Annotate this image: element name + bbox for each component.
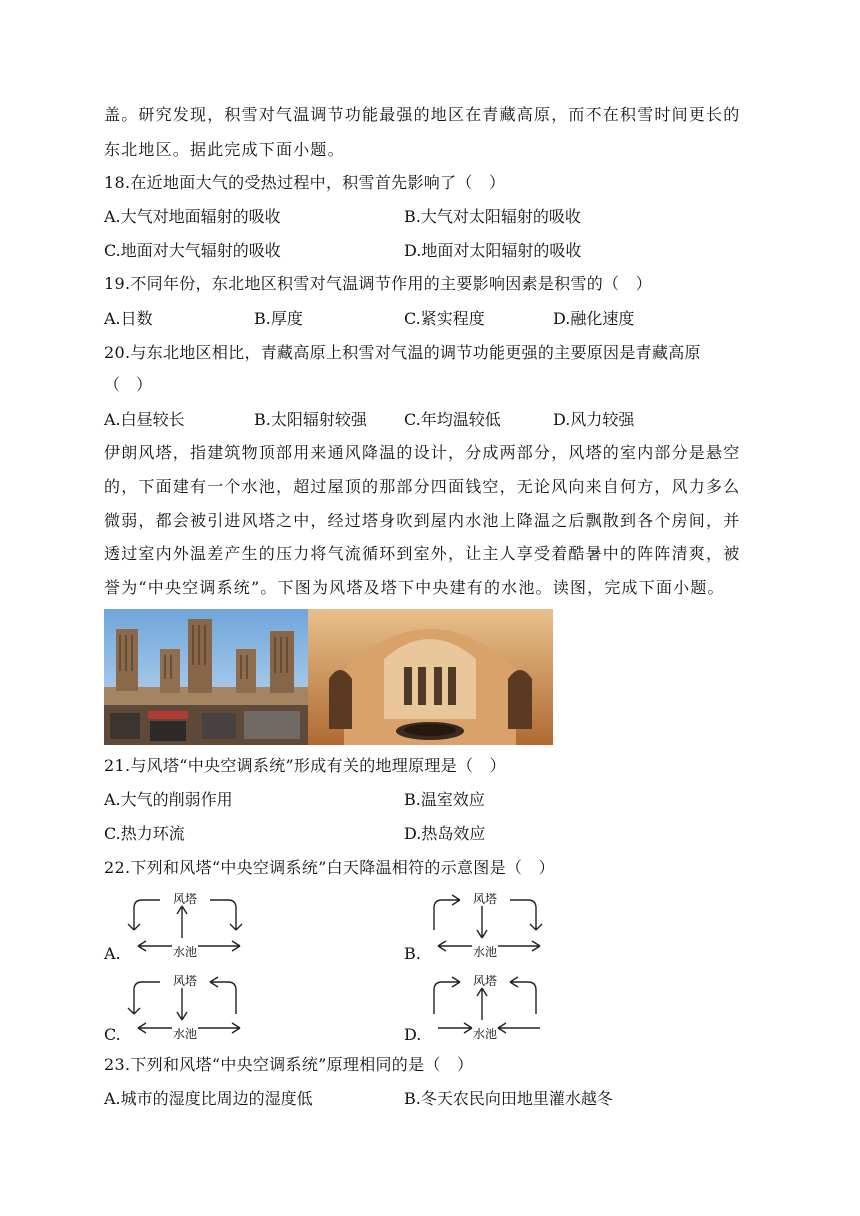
- intro-line: 东北地区。据此完成下面小题。: [104, 140, 345, 159]
- intro-line: 誉为“中央空调系统”。下图为风塔及塔下中央建有的水池。读图，完成下面小题。: [104, 578, 725, 597]
- tower-label: 风塔: [172, 974, 198, 988]
- wind-tower-exterior-photo: [104, 609, 308, 745]
- q18-option-d[interactable]: D.地面对太阳辐射的吸收: [404, 241, 582, 260]
- pool-interior-photo: [308, 609, 553, 745]
- intro-line: 微弱，都会被引进风塔之中，经过塔身吹到屋内水池上降温之后飘散到各个房间，并: [104, 511, 741, 530]
- q22-diagram-c[interactable]: [124, 970, 246, 1042]
- q19-option-b[interactable]: B.厚度: [254, 309, 303, 328]
- pool-label: 水池: [172, 945, 198, 959]
- q19-option-d[interactable]: D.融化速度: [553, 309, 635, 328]
- q23-option-a[interactable]: A.城市的湿度比周边的湿度低: [104, 1089, 313, 1108]
- question-20-stem: 20.与东北地区相比，青藏高原上积雪对气温的调节功能更强的主要原因是青藏高原: [104, 343, 701, 362]
- q22-diagram-b[interactable]: [424, 888, 546, 960]
- question-18-stem: 18.在近地面大气的受热过程中，积雪首先影响了（ ）: [104, 173, 506, 192]
- q21-option-b[interactable]: B.温室效应: [404, 790, 485, 809]
- intro-line: 的，下面建有一个水池，超过屋顶的那部分四面钱空，无论风向来自何方，风力多么: [104, 477, 741, 496]
- q19-option-c[interactable]: C.紧实程度: [404, 309, 485, 328]
- pool-label: 水池: [472, 945, 498, 959]
- tower-label: 风塔: [472, 974, 498, 988]
- question-19-stem: 19.不同年份，东北地区积雪对气温调节作用的主要影响因素是积雪的（ ）: [104, 274, 652, 293]
- intro-line: 伊朗风塔，指建筑物顶部用来通风降温的设计，分成两部分，风塔的室内部分是悬空: [104, 443, 741, 462]
- q18-option-a[interactable]: A.大气对地面辐射的吸收: [104, 207, 281, 226]
- wind-tower-photos: [104, 609, 553, 745]
- q20-option-d[interactable]: D.风力较强: [553, 410, 635, 429]
- q18-option-c[interactable]: C.地面对大气辐射的吸收: [104, 241, 281, 260]
- q19-option-a[interactable]: A.日数: [104, 309, 153, 328]
- q22-option-d-letter[interactable]: D.: [404, 1025, 422, 1044]
- q18-option-b[interactable]: B.大气对太阳辐射的吸收: [404, 207, 581, 226]
- tower-label: 风塔: [172, 892, 198, 906]
- pool-label: 水池: [472, 1027, 498, 1041]
- q22-diagram-a[interactable]: [124, 888, 246, 960]
- intro-line: 透过室内外温差产生的压力将气流循环到室外，让主人享受着酷暑中的阵阵清爽，被: [104, 544, 741, 563]
- q22-option-a-letter[interactable]: A.: [104, 944, 121, 963]
- q21-option-a[interactable]: A.大气的削弱作用: [104, 790, 233, 809]
- q21-option-d[interactable]: D.热岛效应: [404, 824, 486, 843]
- question-20-stem-blank: （ ）: [104, 375, 153, 394]
- question-22-stem: 22.下列和风塔“中央空调系统”白天降温相符的示意图是（ ）: [104, 858, 555, 877]
- q23-option-b[interactable]: B.冬天农民向田地里灌水越冬: [404, 1089, 613, 1108]
- q22-diagram-d[interactable]: [424, 970, 546, 1042]
- intro-line: 盖。研究发现，积雪对气温调节功能最强的地区在青藏高原，而不在积雪时间更长的: [104, 105, 741, 124]
- q20-option-b[interactable]: B.太阳辐射较强: [254, 410, 367, 429]
- tower-label: 风塔: [472, 892, 498, 906]
- q21-option-c[interactable]: C.热力环流: [104, 824, 185, 843]
- q20-option-c[interactable]: C.年均温较低: [404, 410, 501, 429]
- q22-option-b-letter[interactable]: B.: [404, 944, 421, 963]
- pool-label: 水池: [172, 1027, 198, 1041]
- q20-option-a[interactable]: A.白昼较长: [104, 410, 185, 429]
- question-21-stem: 21.与风塔“中央空调系统”形成有关的地理原理是（ ）: [104, 756, 506, 775]
- question-23-stem: 23.下列和风塔“中央空调系统”原理相同的是（ ）: [104, 1055, 474, 1074]
- q22-option-c-letter[interactable]: C.: [104, 1025, 121, 1044]
